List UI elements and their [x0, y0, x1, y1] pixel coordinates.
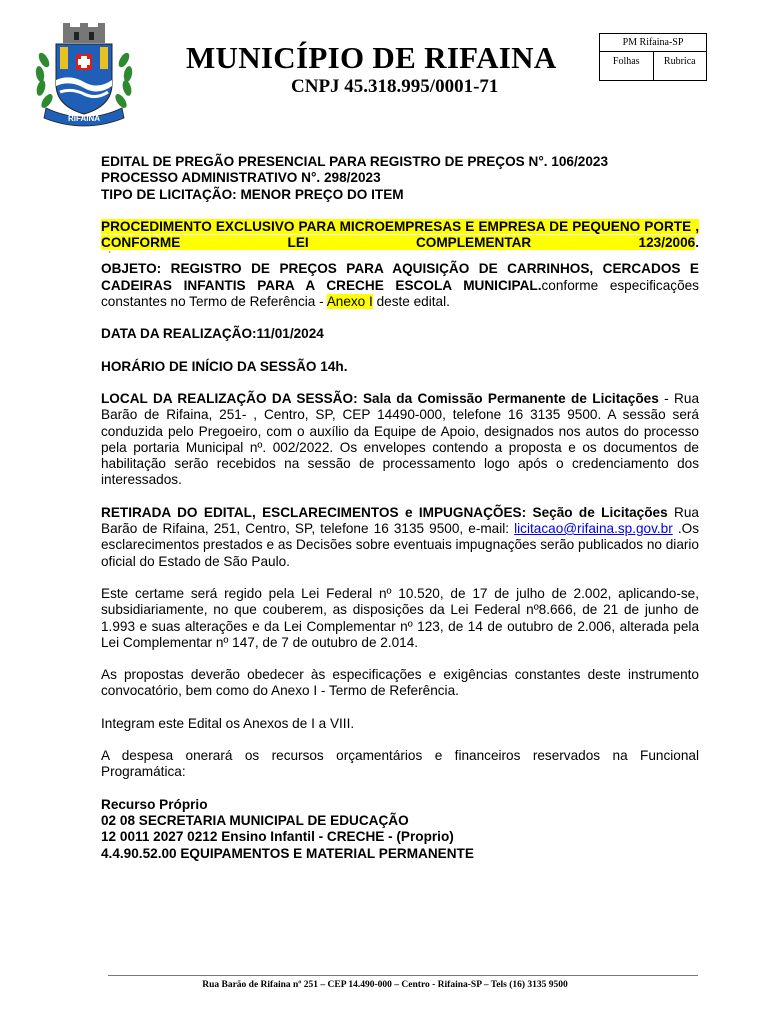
objeto-paragraph — [101, 261, 699, 310]
exclusive-end: . — [695, 235, 699, 251]
retirada-bold: RETIRADA DO EDITAL, ESCLARECIMENTOS e IMPUGNAÇÕES: Seção de Licitações — [101, 504, 668, 520]
certame-paragraph: Este certame será regido pela Lei Federal nº 10.520, de 17 de julho de 2.002, aplicando-se, subsidiariamente, no que couberem, as disposições da Lei Federal nº8.666, de 21 de junho de 1.993 e suas alterações e da Lei Complementar nº 123, de 14 de outubro de 2.006, alterada pela Lei Complementar nº 147, de 7 de outubro de 2.014. — [101, 585, 699, 650]
objeto-bold: OBJETO: REGISTRO DE PREÇOS PARA AQUISIÇÃO DE CARRINHOS, CERCADOS E CADEIRAS INFANTIS PARA A CRECHE ESCOLA MUNICIPAL. — [101, 261, 699, 293]
folhas-rubrica-stamp — [599, 33, 707, 81]
integram-paragraph: Integram este Edital os Anexos de I a VIII. — [101, 715, 355, 731]
anexo-highlight: Anexo I — [326, 294, 373, 310]
stamp-rubrica: Rubrica — [653, 52, 707, 81]
ensino-line: 12 0011 2027 0212 Ensino Infantil - CRECHE - (Proprio) — [101, 829, 454, 845]
retirada-paragraph — [101, 505, 699, 570]
stamp-head: PM Rifaina-SP — [600, 34, 706, 52]
horario-inicio: HORÁRIO DE INÍCIO DA SESSÃO 14h. — [101, 358, 348, 374]
exclusive-notice — [101, 219, 699, 252]
document-body — [101, 154, 699, 862]
objeto-tail: deste edital. — [372, 294, 450, 310]
crest-text: RIFAINA — [68, 114, 100, 123]
stamp-folhas: Folhas — [612, 56, 640, 67]
retirada-rest: Rua Barão de Rifaina, 251, Centro, SP, telefone 16 3135 9500, e-mail: — [101, 504, 699, 537]
despesa-paragraph: A despesa onerará os recursos orçamentários e financeiros reservados na Funcional Programática: — [101, 748, 699, 780]
email-link[interactable]: licitacao@rifaina.sp.gov.br — [514, 521, 673, 537]
propostas-paragraph: As propostas deverão obedecer às especificações e exigências constantes deste instrumento convocatório, bem como do Anexo I - Termo de Referência. — [101, 667, 699, 699]
local-rest: - Rua Barão de Rifaina, 251- , Centro, SP, CEP 14490-000, telefone 16 3135 9500. A sessão será conduzida pelo Pregoeiro, com o auxílio da Equipe de Apoio, designados nos autos do processo pela portaria Municipal nº. 002/2022. Os envelopes contendo a proposta e os documentos de habilitação serão recebidos na sessão de processamento logo após o credenciamento dos interessados. — [101, 390, 699, 488]
cnpj: CNPJ 45.318.995/0001-71 — [291, 76, 499, 97]
objeto-rest: conforme especificações constantes no Termo de Referência - — [101, 277, 699, 310]
edital-title: EDITAL DE PREGÃO PRESENCIAL PARA REGISTRO DE PREÇOS N°. 106/2023 — [101, 154, 609, 169]
stray-mark: ‘ — [109, 250, 111, 260]
retirada-tail: .Os esclarecimentos prestados e as Decisões sobre eventuais impugnações serão publicados no diario oficial do Estado de São Paulo. — [101, 521, 699, 569]
footer-divider — [108, 975, 698, 976]
page-title: MUNICÍPIO DE RIFAINA — [186, 40, 557, 75]
recurso-proprio: Recurso Próprio — [101, 796, 208, 812]
processo-line: PROCESSO ADMINISTRATIVO N°. 298/2023 — [101, 170, 381, 186]
coat-of-arms-icon — [30, 22, 138, 130]
exclusive-highlight: PROCEDIMENTO EXCLUSIVO PARA MICROEMPRESAS E EMPRESA DE PEQUENO PORTE , CONFORME LEI COMPLEMENTAR 123/2006 — [101, 218, 699, 251]
local-bold: LOCAL DA REALIZAÇÃO DA SESSÃO: Sala da Comissão Permanente de Licitações — [101, 390, 659, 406]
tipo-licitacao: TIPO DE LICITAÇÃO: MENOR PREÇO DO ITEM — [101, 186, 404, 202]
equipamentos-line: 4.4.90.52.00 EQUIPAMENTOS E MATERIAL PERMANENTE — [101, 845, 474, 861]
data-realizacao: DATA DA REALIZAÇÃO:11/01/2024 — [101, 326, 324, 342]
footer-address: Rua Barão de Rifaina nº 251 – CEP 14.490-000 – Centro - Rifaina-SP – Tels (16) 3135 9500 — [202, 980, 568, 990]
local-paragraph — [101, 391, 699, 489]
secretaria-line: 02 08 SECRETARIA MUNICIPAL DE EDUCAÇÃO — [101, 812, 409, 828]
